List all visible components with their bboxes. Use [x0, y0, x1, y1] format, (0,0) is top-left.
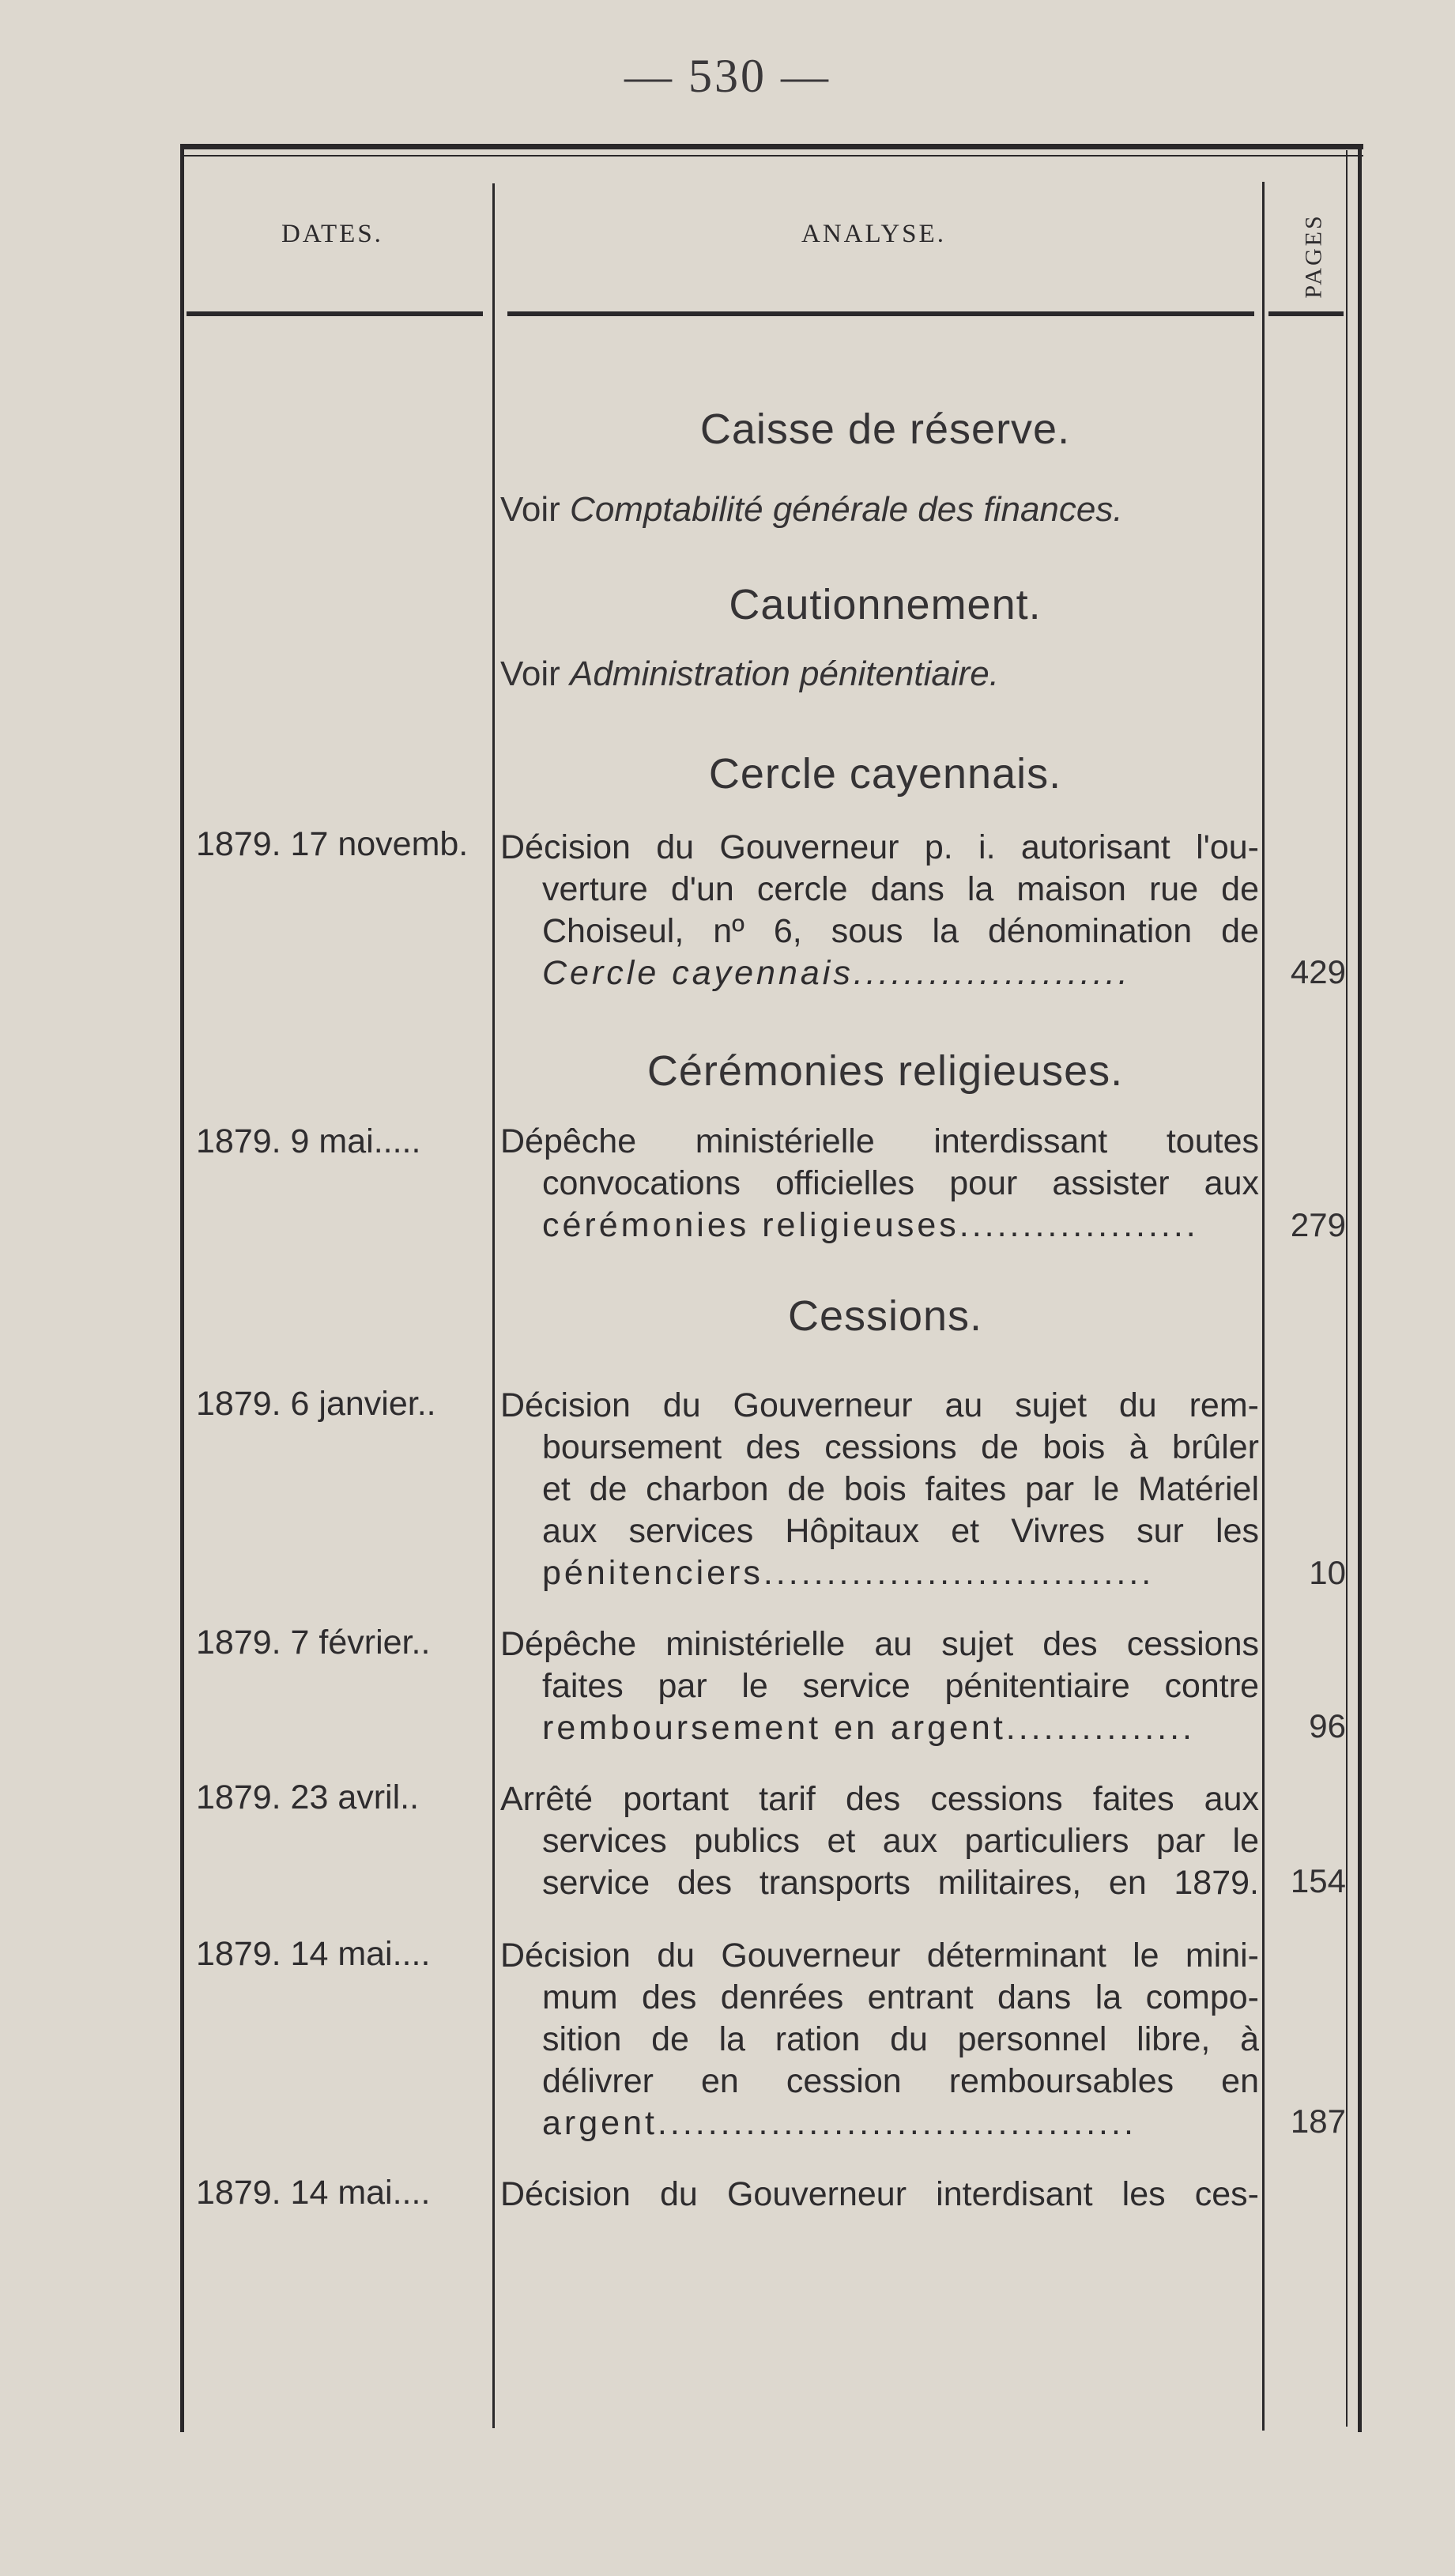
entry-date: 1879. 14 mai....	[196, 1935, 431, 1973]
page-reference: 96	[1309, 1707, 1346, 1744]
header-rule-analyse	[507, 311, 1254, 316]
top-rule-thin	[180, 155, 1363, 157]
section-title-cautionnement: Cautionnement.	[729, 581, 1042, 628]
section-title-cessions: Cessions.	[787, 1292, 983, 1340]
page-reference: 187	[1290, 2103, 1346, 2140]
right-border-outer	[1358, 144, 1362, 2432]
section-title-ceremonies: Cérémonies religieuses.	[646, 1047, 1124, 1095]
page-reference: 279	[1290, 1206, 1346, 1243]
entry-date: 1879. 7 février..	[196, 1624, 431, 1661]
page-reference: 429	[1290, 953, 1346, 990]
page-reference: 10	[1309, 1554, 1346, 1591]
entry-text: Dépêche ministérielle au sujet des cessions faites par le service pénitentiaire contre remboursement en argent...............	[500, 1625, 1259, 1747]
column-header-pages: PAGES	[1301, 213, 1327, 299]
section-title-caisse: Caisse de réserve.	[699, 405, 1071, 453]
entry-date: 1879. 14 mai....	[196, 2174, 431, 2212]
entry-text: Dépêche ministérielle interdissant toutes convocations officielles pour assister aux cérémonies religieuses...................	[500, 1122, 1259, 1244]
entry-date: 1879. 6 janvier..	[196, 1385, 436, 1423]
entry-text: Décision du Gouverneur au sujet du rem- boursement des cessions de bois à brûler et de charbon de bois faites par le Matériel aux services Hôpitaux et Vivres sur les pénitenciers...............................	[500, 1386, 1259, 1592]
left-border	[180, 144, 184, 2432]
entry-text: Décision du Gouverneur interdisant les ces-	[500, 2175, 1259, 2213]
entry-date: 1879. 23 avril..	[196, 1778, 420, 1816]
entry-date: 1879. 17 novemb.	[196, 825, 469, 863]
page-reference: 154	[1290, 1862, 1346, 1899]
entry-date: 1879. 9 mai.....	[196, 1122, 421, 1160]
entry-text: Décision du Gouverneur déterminant le mini- mum des denrées entrant dans la compo- sition de la ration du personnel libre, à délivrer en cession remboursables en argent......................................	[500, 1937, 1259, 2142]
entry-text: Arrêté portant tarif des cessions faites aux services publics et aux particuliers par le service des transports militaires, en 1879.	[500, 1780, 1259, 1902]
entry-text: Décision du Gouverneur p. i. autorisant l'ou- verture d'un cercle dans la maison rue de Choiseul, nº 6, sous la dénomination de Cercle cayennais......................	[500, 828, 1259, 992]
header-rule-dates	[187, 311, 483, 316]
section-title-cercle: Cercle cayennais.	[708, 750, 1062, 798]
page-number: — 530 —	[624, 50, 831, 102]
see-also-cautionnement: Voir Administration pénitentiaire.	[500, 654, 999, 693]
top-rule-thick	[180, 144, 1363, 149]
see-also-caisse: Voir Comptabilité générale des finances.	[500, 490, 1123, 529]
column-header-dates: DATES.	[281, 220, 383, 248]
right-border-inner	[1346, 150, 1348, 2427]
column-header-analyse: ANALYSE.	[801, 220, 946, 248]
